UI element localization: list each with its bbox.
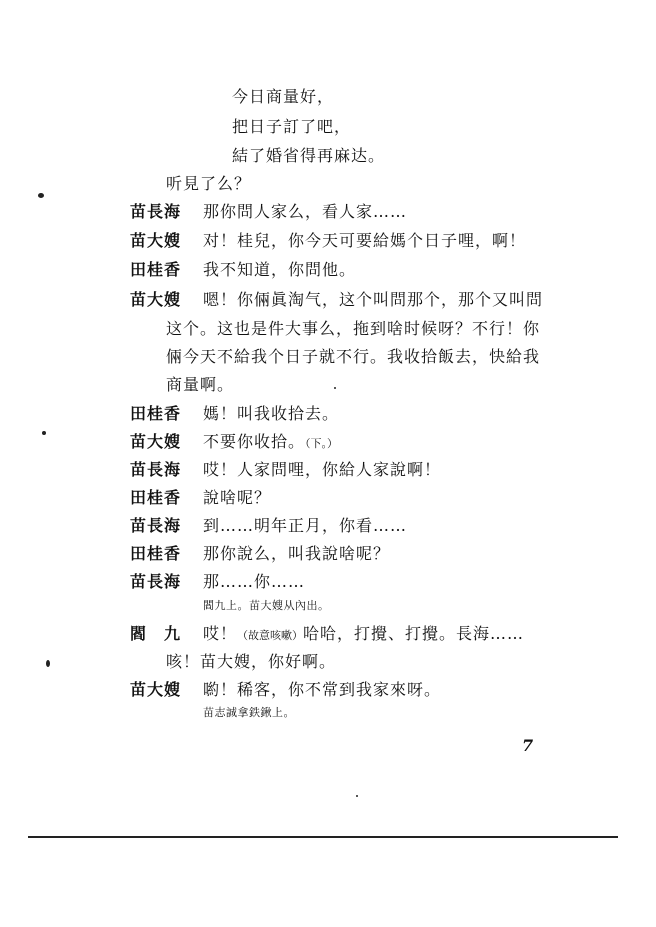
dialogue-text: 喲！稀客，你不常到我家來呀。: [203, 680, 442, 699]
speaker-label: 苗大嫂: [130, 231, 182, 250]
dialogue-text: 媽！叫我收拾去。: [203, 404, 340, 423]
speaker-label: 田桂香: [130, 488, 182, 507]
page-number: 7: [522, 736, 534, 755]
speaker-label: 苗長海: [130, 516, 182, 535]
dialogue-continuation: 商量啊。: [166, 375, 235, 394]
speaker-label: 田桂香: [130, 260, 182, 279]
dialogue-continuation: 倆今天不給我个日子就不行。我收拾飯去，快給我: [166, 347, 541, 366]
speaker-label: 閻 九: [130, 624, 182, 643]
dialogue-text: 哎！人家問哩，你給人家說啊！: [203, 460, 442, 479]
dialogue-text: 我不知道，你問他。: [203, 260, 357, 279]
scan-speck: [38, 193, 44, 198]
stage-note: （下。）: [305, 437, 339, 450]
speaker-label: 田桂香: [130, 404, 182, 423]
bottom-rule: [28, 836, 618, 838]
continuation-line: 听見了么？: [166, 174, 252, 193]
speaker-label: 苗長海: [130, 202, 182, 221]
dialogue-text: 那……你……: [203, 572, 306, 591]
scan-speck: [42, 431, 46, 435]
dialogue-text: [203, 431, 338, 455]
speaker-label: 田桂香: [130, 544, 182, 563]
dialogue-text: 到……明年正月，你看……: [203, 516, 408, 535]
dialogue-text: 嗯！你倆眞淘气，这个叫問那个，那个又叫問: [203, 290, 544, 309]
dialogue-text: 对！桂兒，你今天可要給媽个日子哩，啊！: [203, 231, 527, 250]
dialogue-text: [203, 623, 524, 647]
scan-speck: [334, 387, 336, 389]
speaker-label: 苗長海: [130, 460, 182, 479]
song-line-2: 把日子訂了吧，: [232, 117, 352, 136]
dialogue-text: 說啥呢？: [203, 488, 272, 507]
stage-direction: 閻九上。苗大嫂从內出。: [203, 599, 330, 612]
speaker-label: 苗大嫂: [130, 432, 182, 451]
dialogue-main: 哈哈，打攪、打攪。長海……: [303, 624, 525, 643]
dialogue-continuation: 这个。这也是件大事么，拖到啥时候呀？不行！你: [166, 319, 541, 338]
speaker-label: 苗長海: [130, 572, 182, 591]
dialogue-continuation: 咳！苗大嫂，你好啊。: [166, 652, 337, 671]
song-line-1: 今日商量好，: [232, 87, 335, 106]
dialogue-main: 不要你收拾。: [203, 432, 306, 451]
speaker-label: 苗大嫂: [130, 290, 182, 309]
speaker-label: 苗大嫂: [130, 680, 182, 699]
scan-speck: [356, 795, 358, 797]
stage-direction: 苗志誠拿鉄鍬上。: [203, 706, 295, 719]
dialogue-text: 那你說么，叫我說啥呢？: [203, 544, 391, 563]
stage-note: （故意咳嗽）: [237, 629, 304, 642]
dialogue-main: 哎！: [203, 624, 238, 643]
scan-speck: [46, 660, 50, 667]
dialogue-text: 那你問人家么，看人家……: [203, 202, 408, 221]
song-line-3: 結了婚省得再麻达。: [232, 146, 386, 165]
